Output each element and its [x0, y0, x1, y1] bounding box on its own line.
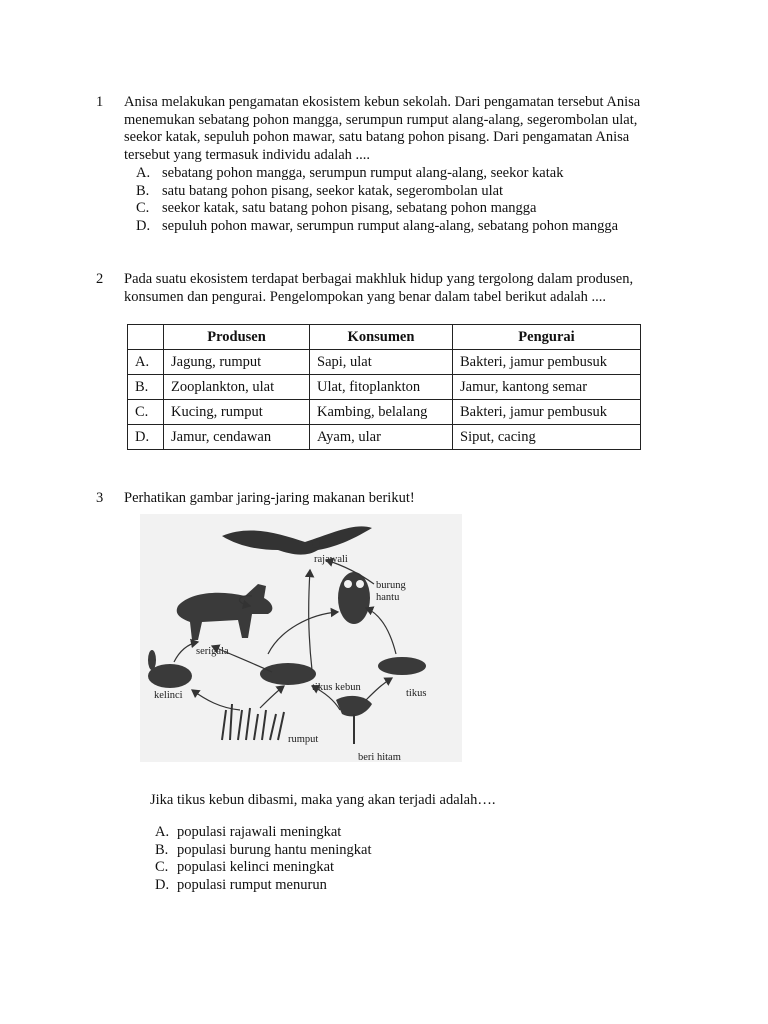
option-b[interactable] [155, 842, 372, 860]
option-d[interactable] [136, 218, 618, 236]
table-cell: Ulat, fitoplankton [310, 375, 453, 400]
table-header-row [128, 325, 641, 350]
option-text: sebatang pohon mangga, serumpun rumput alang-alang, seekor katak [162, 165, 564, 181]
garden-rat-icon [260, 663, 316, 685]
table-header [128, 325, 164, 350]
table-header: Produsen [164, 325, 310, 350]
question-line: menemukan sebatang pohon mangga, serumpun rumput alang-alang, segerombolan ulat, [124, 111, 638, 128]
option-letter: C. [155, 859, 169, 876]
answer-options [155, 824, 372, 894]
table-cell: C. [128, 400, 164, 425]
table-cell: Ayam, ular [310, 425, 453, 450]
option-b[interactable] [136, 183, 618, 201]
answer-table [127, 324, 641, 450]
table-cell: Siput, cacing [453, 425, 641, 450]
label-hantu: hantu [376, 592, 400, 603]
option-text: satu batang pohon pisang, seekor katak, segerombolan ulat [162, 182, 504, 199]
answer-options [136, 165, 618, 235]
table-row[interactable] [128, 375, 641, 400]
question-number: 2 [96, 271, 104, 287]
table-cell: Bakteri, jamur pembusuk [453, 350, 641, 375]
label-rumput: rumput [288, 734, 319, 745]
option-letter: A. [136, 165, 151, 181]
option-text: populasi burung hantu meningkat [177, 841, 372, 858]
question-text: Perhatikan gambar jaring-jaring makanan berikut! [124, 490, 415, 506]
label-tikus-kebun: tikus kebun [312, 682, 361, 693]
table-cell: Kucing, rumput [164, 400, 310, 425]
option-letter: D. [155, 876, 170, 893]
question-line: konsumen dan pengurai. Pengelompokan yang benar dalam tabel berikut adalah .... [124, 288, 606, 305]
option-text: sepuluh pohon mawar, serumpun rumput alang-alang, sebatang pohon mangga [162, 217, 619, 234]
question-number: 1 [96, 94, 104, 110]
table-cell: B. [128, 375, 164, 400]
question-line: seekor katak, sepuluh pohon mawar, satu batang pohon pisang. Dari pengamatan Anisa [124, 129, 630, 146]
rat-icon [378, 657, 426, 675]
option-text: populasi rumput menurun [177, 876, 327, 893]
table-header: Konsumen [310, 325, 453, 350]
question-line: Pada suatu ekosistem terdapat berbagai makhluk hidup yang tergolong dalam produsen, [124, 271, 634, 287]
option-letter: B. [155, 841, 169, 858]
label-kelinci: kelinci [154, 690, 183, 701]
question-text [124, 271, 674, 306]
option-letter: A. [155, 824, 170, 840]
question-text [124, 94, 674, 164]
option-text: populasi kelinci meningkat [177, 859, 335, 876]
label-beri-hitam: beri hitam [358, 752, 401, 762]
table-cell: Zooplankton, ulat [164, 375, 310, 400]
option-text: seekor katak, satu batang pohon pisang, sebatang pohon mangga [162, 200, 537, 217]
food-web-figure [140, 514, 462, 762]
option-letter: C. [136, 200, 150, 217]
table-cell: Bakteri, jamur pembusuk [453, 400, 641, 425]
option-a[interactable] [136, 165, 618, 183]
question-line: tersebut yang termasuk individu adalah .... [124, 146, 371, 163]
label-burung: burung [376, 580, 406, 591]
option-text: populasi rajawali meningkat [177, 824, 342, 840]
table-cell: Jamur, cendawan [164, 425, 310, 450]
table-cell: Sapi, ulat [310, 350, 453, 375]
table-cell: D. [128, 425, 164, 450]
table-cell: Jagung, rumput [164, 350, 310, 375]
option-a[interactable] [155, 824, 372, 842]
question-line: Anisa melakukan pengamatan ekosistem kebun sekolah. Dari pengamatan tersebut Anisa [124, 94, 641, 110]
option-c[interactable] [155, 859, 372, 877]
owl-icon [338, 572, 370, 624]
option-c[interactable] [136, 200, 618, 218]
table-row[interactable] [128, 425, 641, 450]
table-header: Pengurai [453, 325, 641, 350]
table-cell: Kambing, belalang [310, 400, 453, 425]
label-rajawali: rajawali [314, 554, 348, 565]
question-3-prompt: Jika tikus kebun dibasmi, maka yang akan terjadi adalah…. [150, 792, 496, 808]
question-number: 3 [96, 490, 104, 506]
table-cell: Jamur, kantong semar [453, 375, 641, 400]
option-letter: D. [136, 217, 151, 234]
label-serigala: serigala [196, 646, 229, 657]
option-d[interactable] [155, 877, 372, 895]
option-letter: B. [136, 182, 150, 199]
table-row[interactable] [128, 350, 641, 375]
table-cell: A. [128, 350, 164, 375]
table-row[interactable] [128, 400, 641, 425]
label-tikus: tikus [406, 688, 427, 699]
